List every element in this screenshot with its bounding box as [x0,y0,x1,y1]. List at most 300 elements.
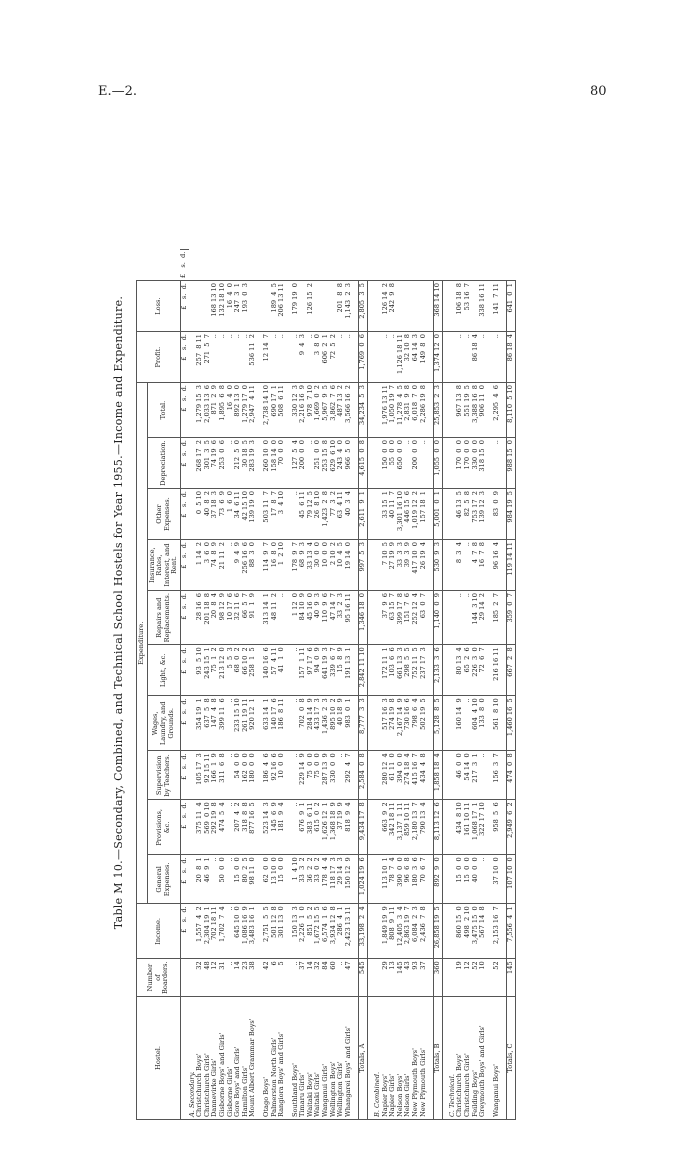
table-row [493,249,501,1119]
col-loss-header: Loss. [137,281,181,332]
cell-provisions: 181 9 4 [278,800,286,855]
cell-light: 213 12 0 [219,645,227,696]
cell-other: 3,301 16 10 [397,489,405,540]
cell-general: 50 0 0 [219,855,227,904]
cell-repairs: 63 0 7 [420,591,428,645]
cell-profit: .. [219,332,227,383]
cell-provisions: 3,137 1 11 [397,800,405,855]
cell-repairs: 1 12 0 [292,591,300,645]
cell-total: 11,278 4 5 [397,383,405,438]
cell-boarders: 37 [420,959,428,997]
cell-income: 851 5 2 [307,904,315,959]
cell-wages: 502 19 5 [420,696,428,751]
cell-wages: 604 4 10 [472,696,480,751]
cell-general: 107 10 0 [507,855,516,904]
cell-repairs: 313 14 1 [263,591,271,645]
cell-provisions: 676 9 1 [299,800,307,855]
cell-boarders: 6 [271,959,279,997]
cell-other: 1 6 0 [227,489,235,540]
cell-profit: .. [271,332,279,383]
cell-loss: 2,805 3 5 [359,281,368,332]
cell-repairs: 32 11 6 [234,591,242,645]
cell-total: 1,279 17 0 [242,383,250,438]
cell-total: 892 13 0 [234,383,242,438]
cell-hostel: Napier Girls' [389,997,397,1120]
cell-provisions: 663 9 2 [382,800,390,855]
cell-boarders: 48 [204,959,212,997]
cell-light: 140 16 6 [263,645,271,696]
cell-loss [412,281,420,332]
table-row [249,249,257,1119]
cell-boarders: 12 [211,959,219,997]
cell-total: 508 6 11 [278,383,286,438]
cell-general: 78 7 4 [389,855,397,904]
cell-loss [196,281,204,332]
cell-light: 216 16 11 [493,645,501,696]
cell-total: 6,018 7 0 [412,383,420,438]
units-cell: £ s. d. [180,800,188,855]
cell-depreciation: 150 0 0 [382,438,390,489]
cell-loss: 179 19 0 [292,281,300,332]
cell-profit: .. [389,332,397,383]
cell-boarders: 38 [249,959,257,997]
cell-provisions: 318 8 8 [242,800,250,855]
cell-depreciation: .. [493,438,501,489]
cell-wages: 798 6 4 [412,696,420,751]
cell-depreciation: 170 0 0 [456,438,464,489]
cell-other: 17 8 7 [271,489,279,540]
cell-hostel: C. Technical. [449,997,457,1120]
cell-repairs: 20 8 4 [211,591,219,645]
cell-profit: 271 5 7 [204,332,212,383]
cell-provisions: 1,068 17 1 [472,800,480,855]
cell-other: 63 4 11 [337,489,345,540]
cell-provisions: 37 19 9 [337,800,345,855]
cell-provisions: 383 6 11 [307,800,315,855]
cell-other: 503 11 7 [263,489,271,540]
cell-general: .. [227,855,235,904]
cell-light: 752 11 5 [412,645,420,696]
cell-insurance: 530 9 3 [434,540,443,591]
cell-other: 3 4 10 [278,489,286,540]
cell-repairs: 10 17 6 [227,591,235,645]
cell-general: 70 6 7 [420,855,428,904]
cell-supervision: 61 11 0 [389,751,397,800]
cell-wages: 233 15 10 [234,696,242,751]
rotated-table-region [112,100,652,1125]
cell-boarders: 84 [322,959,330,997]
cell-income: 498 2 10 [464,904,472,959]
cell-loss: 53 16 7 [464,281,472,332]
cell-income: 1,702 7 4 [219,904,227,959]
cell-boarders: .. [227,959,235,997]
cell-depreciation: 200 0 0 [299,438,307,489]
cell-light: 2,842 11 10 [359,645,368,696]
cell-supervision: 92 16 6 [271,751,279,800]
cell-boarders: 31 [219,959,227,997]
cell-provisions: .. [227,800,235,855]
cell-profit: 606 2 1 [322,332,330,383]
cell-light: 339 6 7 [330,645,338,696]
cell-provisions: 1,626 12 1 [322,800,330,855]
cell-other: 5,001 0 1 [434,489,443,540]
col-total-header: Total. [147,383,180,438]
cell-boarders: 43 [404,959,412,997]
cell-wages: 40 18 9 [337,696,345,751]
cell-other: 139 12 3 [479,489,487,540]
cell-loss: 132 18 10 [219,281,227,332]
table-row [234,249,242,1119]
cell-boarders: .. [292,959,300,997]
cell-general: 46 9 1 [204,855,212,904]
table-row [464,249,472,1119]
cell-wages: 160 14 9 [456,696,464,751]
units-cell: £ s. d. [180,383,188,438]
cell-general: 1,024 19 6 [359,855,368,904]
col-provisions-header: Provisions, &c. [147,800,180,855]
cell-insurance: 1 14 2 [196,540,204,591]
cell-light: 75 1 2 [211,645,219,696]
cell-insurance: 16 8 0 [271,540,279,591]
cell-insurance: 68 9 3 [299,540,307,591]
cell-boarders: 14 [234,959,242,997]
section-heading-row [374,249,382,1119]
cell-income: 860 15 0 [456,904,464,959]
cell-supervision: 105 17 3 [196,751,204,800]
cell-depreciation: 283 19 3 [249,438,257,489]
cell-repairs: 29 14 2 [479,591,487,645]
cell-insurance: 2 10 2 [330,540,338,591]
cell-total: 1,976 13 11 [382,383,390,438]
cell-hostel: Christchurch Girls' [464,997,472,1120]
table-row [330,249,338,1119]
cell-other: .. [292,489,300,540]
cell-light: 65 2 6 [464,645,472,696]
cell-repairs: 66 5 7 [242,591,250,645]
cell-hostel: Rangiora Boys' and Girls' [278,997,286,1120]
cell-total: 1,895 6 8 [219,383,227,438]
cell-light: 157 1 11 [299,645,307,696]
cell-total: 5,967 9 5 [322,383,330,438]
table-row [278,249,286,1119]
cell-income: 6,574 1 6 [322,904,330,959]
cell-income: 2,304 19 1 [204,904,212,959]
cell-insurance: 27 19 9 [389,540,397,591]
cell-wages: 633 14 1 [263,696,271,751]
cell-light: 243 15 1 [204,645,212,696]
cell-other: 77 3 2 [330,489,338,540]
cell-wages: 561 8 10 [493,696,501,751]
cell-repairs: 144 3 10 [472,591,480,645]
cell-total: 487 13 2 [337,383,345,438]
cell-profit: .. [479,332,487,383]
cell-general: 180 3 6 [412,855,420,904]
cell-loss [314,281,322,332]
cell-provisions: 292 19 8 [211,800,219,855]
cell-profit: 86 18 4 [472,332,480,383]
table-row [404,249,412,1119]
cell-loss: 368 14 10 [434,281,443,332]
cell-loss [249,281,257,332]
cell-depreciation: 253 0 6 [219,438,227,489]
cell-light: 41 1 0 [278,645,286,696]
cell-wages: 730 16 6 [404,696,412,751]
cell-insurance: .. [227,540,235,591]
cell-repairs: 37 9 6 [382,591,390,645]
cell-other: 984 19 5 [507,489,516,540]
cell-insurance: .. [464,540,472,591]
cell-total: 330 12 3 [292,383,300,438]
cell-other: 73 6 9 [219,489,227,540]
cell-wages: 433 17 3 [314,696,322,751]
cell-depreciation: 170 0 0 [464,438,472,489]
table-row [397,249,405,1119]
cell-provisions: 322 17 10 [479,800,487,855]
cell-light: 93 5 10 [196,645,204,696]
cell-other: 139 19 0 [249,489,257,540]
cell-general: 150 12 9 [345,855,353,904]
cell-wages: 140 17 6 [271,696,279,751]
cell-repairs: 359 0 7 [507,591,516,645]
cell-profit [449,332,457,383]
cell-depreciation: 268 17 2 [196,438,204,489]
cell-provisions: 2,949 6 2 [507,800,516,855]
cell-repairs: 95 16 11 [345,591,353,645]
cell-repairs: 201 18 8 [204,591,212,645]
cell-other: 83 0 9 [493,489,501,540]
cell-repairs: 48 11 2 [271,591,279,645]
cell-boarders: 60 [330,959,338,997]
cell-depreciation: 260 10 0 [263,438,271,489]
cell-provisions: 375 11 4 [196,800,204,855]
cell-repairs: 399 17 8 [397,591,405,645]
cell-light: 2,133 3 6 [434,645,443,696]
cell-hostel: A. Secondary. [189,997,197,1120]
cell-profit: .. [345,332,353,383]
cell-repairs: 185 2 7 [493,591,501,645]
cell-boarders: 5 [278,959,286,997]
hostels-table [136,249,516,1120]
cell-boarders: 32 [314,959,322,997]
table-row [314,249,322,1119]
cell-depreciation: .. [420,438,428,489]
cell-wages: 284 14 9 [307,696,315,751]
table-row [271,249,279,1119]
cell-provisions: 1,368 18 9 [330,800,338,855]
cell-other: 1,423 2 8 [322,489,330,540]
cell-income: 3,483 16 1 [249,904,257,959]
cell-depreciation: 966 5 0 [345,438,353,489]
cell-profit: .. [382,332,390,383]
cell-other: 40 11 7 [389,489,397,540]
cell-depreciation: 330 0 0 [472,438,480,489]
cell-supervision: 75 0 0 [314,751,322,800]
cell-total: 551 19 5 [464,383,472,438]
cell-other: 0 5 10 [196,489,204,540]
cell-boarders: 12 [464,959,472,997]
cell-general: 892 9 0 [434,855,443,904]
cell-repairs: .. [456,591,464,645]
cell-boarders: 14 [307,959,315,997]
cell-light: .. [292,645,300,696]
cell-profit: 3 8 0 [314,332,322,383]
col-other-header: Other Expenses. [147,489,180,540]
cell-insurance: 9 4 9 [234,540,242,591]
cell-general: .. [211,855,219,904]
cell-income: 1,672 15 5 [314,904,322,959]
cell-loss [322,281,330,332]
cell-general: 29 14 3 [337,855,345,904]
cell-hostel: Christchurch Boys' [456,997,464,1120]
units-cell: £ s. d. [180,249,188,280]
cell-insurance: 21 11 2 [219,540,227,591]
cell-repairs: 84 10 9 [299,591,307,645]
cell-provisions: 818 9 4 [345,800,353,855]
cell-income: 7,556 4 1 [507,904,516,959]
cell-other: 79 12 5 [307,489,315,540]
cell-income: 2,226 1 0 [299,904,307,959]
cell-general: 390 0 0 [397,855,405,904]
cell-boarders: 545 [359,959,368,997]
totals-row [434,249,443,1119]
cell-depreciation: 251 0 0 [314,438,322,489]
units-cell: £ s. d. [180,332,188,383]
cell-total: 871 2 9 [211,383,219,438]
cell-provisions: 958 5 6 [493,800,501,855]
cell-provisions: 207 4 2 [234,800,242,855]
cell-loss: 641 0 1 [507,281,516,332]
cell-loss: 1,143 2 3 [345,281,353,332]
cell-wages: 1,460 16 5 [507,696,516,751]
cell-profit: 149 8 0 [420,332,428,383]
cell-wages: 983 0 1 [345,696,353,751]
cell-insurance: 19 14 0 [345,540,353,591]
cell-hostel: Christchurch Boys' [196,997,204,1120]
units-cell: £ s. d. [180,438,188,489]
cell-wages: 8,777 3 3 [359,696,368,751]
cell-insurance: 10 4 5 [337,540,345,591]
cell-depreciation: 988 15 0 [507,438,516,489]
cell-hostel: Gisborne Boys' and Girls' [219,997,227,1120]
cell-insurance: 30 0 0 [314,540,322,591]
col-wages-header: Wages, Laundry, and Grounds. [147,696,180,751]
cell-supervision: 166 1 9 [211,751,219,800]
cell-general: 33 3 2 [299,855,307,904]
cell-hostel: Wanganui Girls' [322,997,330,1120]
cell-other: 1,019 12 2 [412,489,420,540]
cell-insurance: 74 8 9 [211,540,219,591]
units-cell: £ s. d. [180,540,188,591]
cell-provisions: 161 10 11 [464,800,472,855]
cell-light: 661 13 3 [397,645,405,696]
cell-provisions: 569 0 10 [204,800,212,855]
cell-general: 36 2 2 [307,855,315,904]
cell-supervision: 1,858 18 4 [434,751,443,800]
cell-light: 68 0 2 [234,645,242,696]
cell-loss: 168 13 10 [211,281,219,332]
cell-total: 34,234 5 3 [359,383,368,438]
table-row [196,249,204,1119]
cell-general: 178 4 4 [322,855,330,904]
cell-insurance: 88 3 0 [249,540,257,591]
cell-repairs: .. [278,591,286,645]
cell-general: 40 0 0 [472,855,480,904]
cell-supervision: 186 4 6 [263,751,271,800]
cell-general: 37 10 0 [493,855,501,904]
cell-repairs: 47 14 7 [330,591,338,645]
cell-total: 967 13 8 [456,383,464,438]
cell-total: 1,050 19 7 [389,383,397,438]
cell-hostel: Wellington Girls' [337,997,345,1120]
cell-income: 567 14 8 [479,904,487,959]
cell-boarders: 23 [242,959,250,997]
table-row [219,249,227,1119]
cell-insurance: 96 16 4 [493,540,501,591]
cell-provisions: 615 0 2 [314,800,322,855]
cell-depreciation: 200 0 0 [412,438,420,489]
units-cell: £ s. d. [180,904,188,959]
cell-depreciation: 1,055 0 0 [434,438,443,489]
cell-repairs: 151 7 6 [404,591,412,645]
cell-supervision: 434 4 8 [420,751,428,800]
cell-supervision: 311 6 8 [219,751,227,800]
cell-total: 978 7 10 [307,383,315,438]
cell-supervision: 217 3 1 [472,751,480,800]
cell-depreciation: .. [404,438,412,489]
col-expenditure-header: Expenditure. [137,383,148,904]
cell-supervision: .. [227,751,235,800]
cell-depreciation: 74 19 6 [211,438,219,489]
cell-supervision: 2,584 0 8 [359,751,368,800]
cell-loss: 206 13 11 [278,281,286,332]
cell-wages: 1,436 2 3 [322,696,330,751]
cell-wages: 147 4 8 [211,696,219,751]
cell-general: 15 0 0 [234,855,242,904]
cell-light: 80 13 4 [456,645,464,696]
cell-insurance: 39 3 9 [404,540,412,591]
cell-loss: 16 4 0 [227,281,235,332]
cell-hostel: Hamilton Girls' [242,997,250,1120]
section-heading-row [189,249,197,1119]
cell-total: 2,831 9 8 [404,383,412,438]
cell-income: 3,475 15 0 [472,904,480,959]
col-supervision-header: Supervision by Teachers. [147,751,180,800]
cell-income: 26,858 19 5 [434,904,443,959]
cell-profit: .. [211,332,219,383]
cell-profit: 1,769 0 6 [359,332,368,383]
cell-hostel: Wellington Boys' [330,997,338,1120]
cell-boarders: 19 [456,959,464,997]
cell-supervision: 280 12 4 [382,751,390,800]
table-row [211,249,219,1119]
col-depreciation-header: Depreciation. [147,438,180,489]
cell-other: 37 18 3 [211,489,219,540]
cell-income: .. [227,904,235,959]
cell-hostel: Palmerston North Girls' [271,997,279,1120]
cell-provisions: 145 6 9 [271,800,279,855]
cell-repairs: 45 16 0 [307,591,315,645]
cell-insurance: 8 3 4 [456,540,464,591]
cell-other: 45 6 11 [299,489,307,540]
cell-loss [189,281,197,332]
cell-income: 2,751 5 5 [263,904,271,959]
cell-profit: .. [493,332,501,383]
cell-repairs: .. [464,591,472,645]
cell-wages: 261 19 11 [242,696,250,751]
cell-profit: .. [234,332,242,383]
cell-total: 2,216 16 9 [299,383,307,438]
cell-wages: .. [227,696,235,751]
